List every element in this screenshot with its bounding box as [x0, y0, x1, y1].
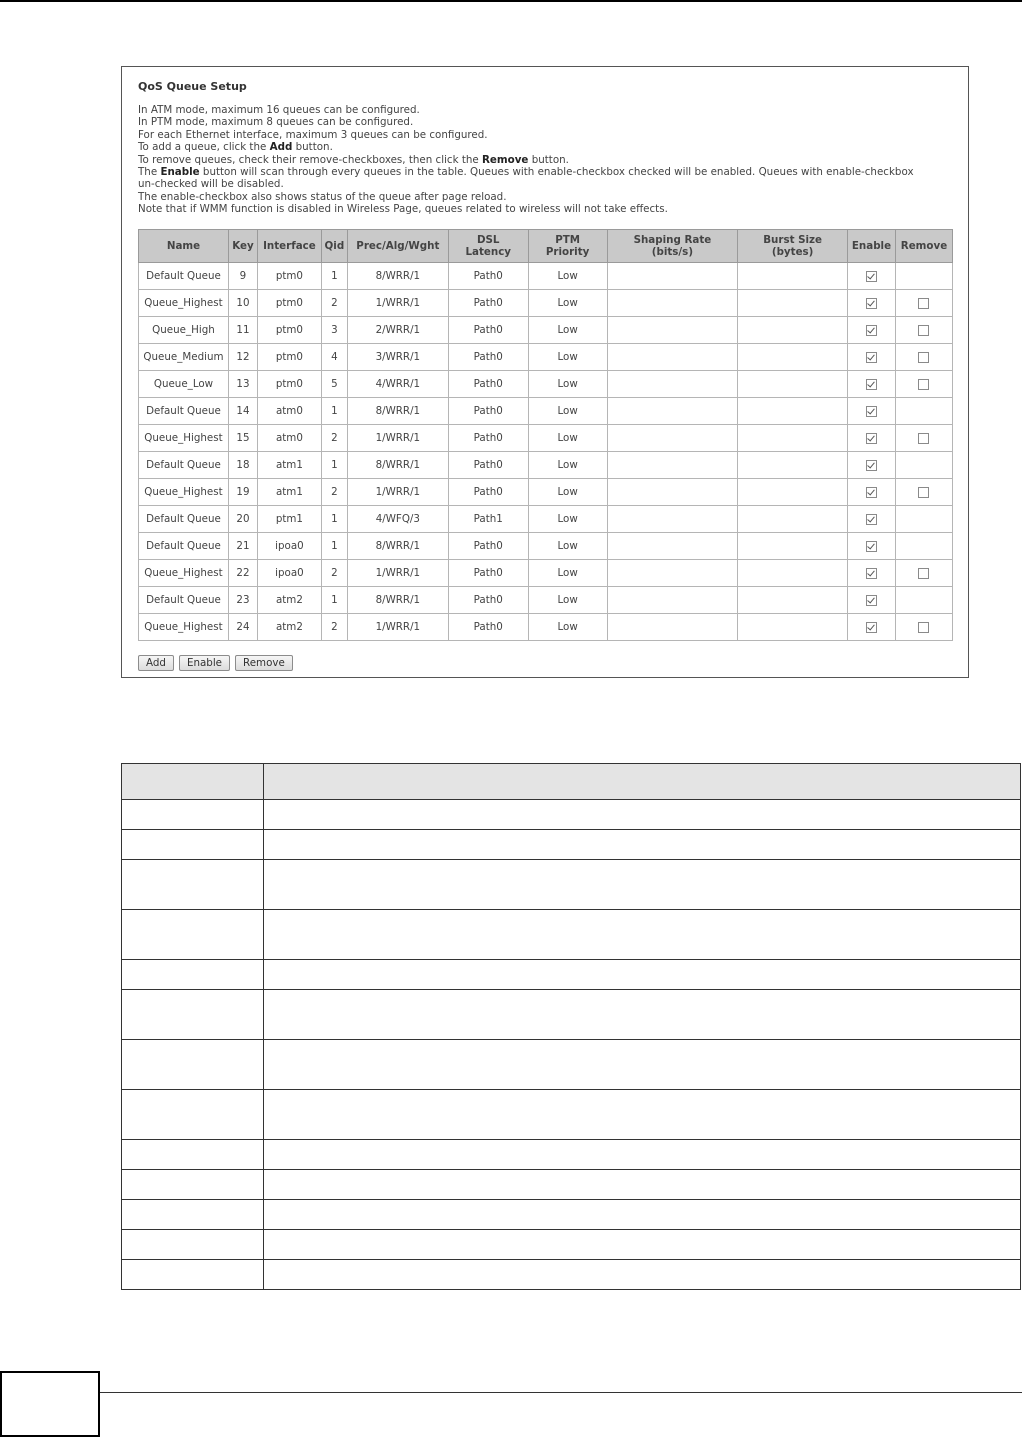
cell-shaping-rate: [607, 425, 738, 452]
table-row: [139, 614, 953, 641]
cell-prec-alg-wght: 8/WRR/1: [347, 533, 448, 560]
cell-shaping-rate: [607, 290, 738, 317]
table-row: [139, 290, 953, 317]
cell-ptm-priority: Low: [528, 425, 607, 452]
col-header-burst-size: [738, 230, 848, 263]
col-header-key: Key: [228, 230, 257, 263]
cell-dsl-latency: Path0: [448, 344, 528, 371]
description-cell: [264, 1090, 1021, 1140]
cell-name: Default Queue: [139, 263, 229, 290]
cell-shaping-rate: [607, 614, 738, 641]
enable-checkbox[interactable]: [866, 379, 877, 390]
cell-key: 19: [228, 479, 257, 506]
cell-dsl-latency: Path0: [448, 452, 528, 479]
enable-checkbox[interactable]: [866, 325, 877, 336]
description-cell: [264, 830, 1021, 860]
table-row: [139, 533, 953, 560]
table-row: [139, 560, 953, 587]
page-top-rule: [0, 0, 1022, 2]
description-cell: [264, 800, 1021, 830]
cell-burst-size: [738, 587, 848, 614]
col-header-dsl-latency: [448, 230, 528, 263]
cell-prec-alg-wght: 8/WRR/1: [347, 452, 448, 479]
add-button[interactable]: Add: [138, 655, 174, 671]
cell-dsl-latency: Path0: [448, 317, 528, 344]
table-row: [139, 317, 953, 344]
col-header-enable: Enable: [848, 230, 896, 263]
col-header-ptm-priority: [528, 230, 607, 263]
enable-checkbox[interactable]: [866, 622, 877, 633]
table-row: [139, 371, 953, 398]
header-line: Burst Size: [763, 234, 823, 246]
cell-burst-size: [738, 371, 848, 398]
enable-checkbox[interactable]: [866, 487, 877, 498]
cell-interface: ptm0: [257, 371, 321, 398]
queue-table: [138, 229, 953, 641]
cell-remove: [895, 506, 952, 533]
instruction-line: The enable-checkbox also shows status of the queue after page reload.: [138, 190, 507, 203]
cell-ptm-priority: Low: [528, 560, 607, 587]
cell-ptm-priority: Low: [528, 398, 607, 425]
description-row: [122, 990, 1021, 1040]
cell-ptm-priority: Low: [528, 290, 607, 317]
description-table-body: [122, 800, 1021, 1290]
cell-key: 12: [228, 344, 257, 371]
cell-remove: [895, 614, 952, 641]
cell-burst-size: [738, 533, 848, 560]
cell-dsl-latency: Path0: [448, 371, 528, 398]
description-row: [122, 1040, 1021, 1090]
cell-key: 9: [228, 263, 257, 290]
cell-dsl-latency: Path0: [448, 290, 528, 317]
cell-prec-alg-wght: 1/WRR/1: [347, 290, 448, 317]
cell-prec-alg-wght: 1/WRR/1: [347, 560, 448, 587]
cell-name: Queue_Low: [139, 371, 229, 398]
cell-remove: [895, 371, 952, 398]
cell-remove: [895, 452, 952, 479]
cell-qid: 1: [321, 398, 347, 425]
description-header-row: [122, 764, 1021, 800]
cell-name: Queue_Highest: [139, 290, 229, 317]
cell-key: 11: [228, 317, 257, 344]
description-row: [122, 910, 1021, 960]
cell-qid: 3: [321, 317, 347, 344]
description-row: [122, 1260, 1021, 1290]
cell-burst-size: [738, 506, 848, 533]
cell-remove: [895, 425, 952, 452]
header-line: Shaping Rate: [633, 234, 712, 246]
cell-key: 23: [228, 587, 257, 614]
cell-burst-size: [738, 479, 848, 506]
description-cell: [264, 1140, 1021, 1170]
enable-checkbox[interactable]: [866, 352, 877, 363]
cell-burst-size: [738, 452, 848, 479]
description-row: [122, 1230, 1021, 1260]
cell-interface: ipoa0: [257, 533, 321, 560]
description-cell: [122, 960, 264, 990]
description-row: [122, 1090, 1021, 1140]
cell-prec-alg-wght: 4/WRR/1: [347, 371, 448, 398]
cell-ptm-priority: Low: [528, 452, 607, 479]
col-header-qid: Qid: [321, 230, 347, 263]
description-row: [122, 800, 1021, 830]
cell-burst-size: [738, 560, 848, 587]
instruction-text: To remove queues, check their remove-checkboxes, then click the: [138, 153, 482, 166]
cell-enable: [848, 614, 896, 641]
cell-dsl-latency: Path0: [448, 425, 528, 452]
description-header-cell: [264, 764, 1021, 800]
enable-checkbox[interactable]: [866, 433, 877, 444]
remove-checkbox[interactable]: [918, 568, 929, 579]
description-cell: [122, 1090, 264, 1140]
cell-ptm-priority: Low: [528, 371, 607, 398]
cell-enable: [848, 317, 896, 344]
cell-interface: atm0: [257, 425, 321, 452]
cell-prec-alg-wght: 1/WRR/1: [347, 614, 448, 641]
table-header-row: [139, 230, 953, 263]
cell-ptm-priority: Low: [528, 263, 607, 290]
instruction-text: To add a queue, click the: [138, 141, 270, 154]
cell-name: Queue_Highest: [139, 425, 229, 452]
cell-remove: [895, 263, 952, 290]
enable-checkbox[interactable]: [866, 298, 877, 309]
cell-remove: [895, 587, 952, 614]
cell-interface: ptm0: [257, 263, 321, 290]
description-header-cell: [122, 764, 264, 800]
enable-checkbox[interactable]: [866, 568, 877, 579]
cell-prec-alg-wght: 3/WRR/1: [347, 344, 448, 371]
cell-qid: 5: [321, 371, 347, 398]
cell-key: 22: [228, 560, 257, 587]
description-cell: [122, 1200, 264, 1230]
cell-enable: [848, 587, 896, 614]
description-row: [122, 1140, 1021, 1170]
remove-checkbox[interactable]: [918, 352, 929, 363]
cell-dsl-latency: Path0: [448, 533, 528, 560]
instruction-text: The: [138, 166, 161, 179]
header-line: Priority: [545, 246, 590, 258]
cell-name: Queue_Highest: [139, 614, 229, 641]
description-row: [122, 1170, 1021, 1200]
remove-checkbox[interactable]: [918, 622, 929, 633]
cell-key: 24: [228, 614, 257, 641]
table-row: [139, 425, 953, 452]
qos-queue-setup-panel: [121, 66, 969, 678]
cell-key: 14: [228, 398, 257, 425]
cell-enable: [848, 425, 896, 452]
cell-shaping-rate: [607, 506, 738, 533]
description-cell: [122, 1170, 264, 1200]
remove-checkbox[interactable]: [918, 325, 929, 336]
cell-remove: [895, 344, 952, 371]
description-cell: [122, 910, 264, 960]
cell-enable: [848, 560, 896, 587]
instruction-text: button.: [528, 153, 569, 166]
cell-qid: 1: [321, 587, 347, 614]
cell-ptm-priority: Low: [528, 533, 607, 560]
cell-enable: [848, 479, 896, 506]
instruction-line: [138, 154, 928, 166]
action-buttons: [138, 655, 293, 671]
description-cell: [264, 1040, 1021, 1090]
cell-burst-size: [738, 398, 848, 425]
table-row: [139, 452, 953, 479]
cell-prec-alg-wght: 1/WRR/1: [347, 425, 448, 452]
cell-shaping-rate: [607, 533, 738, 560]
cell-key: 18: [228, 452, 257, 479]
cell-prec-alg-wght: 8/WRR/1: [347, 398, 448, 425]
instruction-text: button will scan through every queues in the table. Queues with enable-checkbox checked will be enabled. Queues with enable-checkbox un-checked will be disabled.: [138, 166, 914, 191]
enable-checkbox[interactable]: [866, 514, 877, 525]
cell-remove: [895, 479, 952, 506]
footer-rule: [100, 1392, 1022, 1393]
description-cell: [264, 860, 1021, 910]
cell-name: Queue_Highest: [139, 560, 229, 587]
cell-burst-size: [738, 425, 848, 452]
cell-name: Queue_High: [139, 317, 229, 344]
cell-dsl-latency: Path0: [448, 560, 528, 587]
cell-remove: [895, 560, 952, 587]
cell-enable: [848, 290, 896, 317]
description-cell: [122, 1230, 264, 1260]
instruction-line: Note that if WMM function is disabled in Wireless Page, queues related to wireless will not take effects.: [138, 203, 668, 216]
header-line: PTM: [555, 234, 581, 246]
description-cell: [264, 960, 1021, 990]
description-row: [122, 960, 1021, 990]
description-cell: [264, 1230, 1021, 1260]
cell-name: Default Queue: [139, 587, 229, 614]
cell-interface: ptm0: [257, 290, 321, 317]
description-row: [122, 1200, 1021, 1230]
instruction-line: [138, 141, 928, 153]
instruction-bold: Enable: [160, 166, 200, 179]
col-header-remove: Remove: [895, 230, 952, 263]
cell-name: Default Queue: [139, 398, 229, 425]
cell-remove: [895, 290, 952, 317]
cell-dsl-latency: Path0: [448, 398, 528, 425]
enable-checkbox[interactable]: [866, 541, 877, 552]
cell-dsl-latency: Path0: [448, 263, 528, 290]
cell-qid: 1: [321, 506, 347, 533]
cell-shaping-rate: [607, 398, 738, 425]
description-cell: [264, 990, 1021, 1040]
cell-ptm-priority: Low: [528, 479, 607, 506]
instruction-bold: Remove: [482, 153, 529, 166]
remove-button[interactable]: Remove: [235, 655, 293, 671]
header-line: Latency: [465, 246, 512, 258]
cell-burst-size: [738, 290, 848, 317]
instruction-line: [138, 166, 928, 191]
cell-key: 13: [228, 371, 257, 398]
cell-prec-alg-wght: 8/WRR/1: [347, 263, 448, 290]
description-cell: [122, 830, 264, 860]
cell-shaping-rate: [607, 452, 738, 479]
table-row: [139, 344, 953, 371]
description-cell: [264, 1170, 1021, 1200]
remove-checkbox[interactable]: [918, 298, 929, 309]
cell-burst-size: [738, 614, 848, 641]
remove-checkbox[interactable]: [918, 487, 929, 498]
panel-title: QoS Queue Setup: [138, 80, 247, 93]
cell-dsl-latency: Path0: [448, 587, 528, 614]
table-row: [139, 506, 953, 533]
table-row: [139, 587, 953, 614]
header-line: (bits/s): [651, 246, 694, 258]
cell-prec-alg-wght: 1/WRR/1: [347, 479, 448, 506]
cell-qid: 2: [321, 425, 347, 452]
cell-enable: [848, 371, 896, 398]
cell-shaping-rate: [607, 479, 738, 506]
cell-key: 20: [228, 506, 257, 533]
cell-interface: atm2: [257, 614, 321, 641]
enable-checkbox[interactable]: [866, 406, 877, 417]
col-header-interface: Interface: [257, 230, 321, 263]
remove-checkbox[interactable]: [918, 433, 929, 444]
cell-enable: [848, 452, 896, 479]
description-table: [121, 763, 1021, 1290]
description-cell: [122, 990, 264, 1040]
description-cell: [122, 1040, 264, 1090]
table-row: [139, 263, 953, 290]
cell-interface: ptm0: [257, 317, 321, 344]
instruction-line: In PTM mode, maximum 8 queues can be configured.: [138, 116, 414, 129]
cell-remove: [895, 317, 952, 344]
description-cell: [264, 1200, 1021, 1230]
cell-shaping-rate: [607, 587, 738, 614]
cell-key: 10: [228, 290, 257, 317]
cell-enable: [848, 398, 896, 425]
cell-prec-alg-wght: 2/WRR/1: [347, 317, 448, 344]
instruction-line: In ATM mode, maximum 16 queues can be configured.: [138, 104, 420, 116]
description-cell: [122, 800, 264, 830]
enable-button[interactable]: Enable: [179, 655, 230, 671]
instruction-bold: Add: [269, 141, 293, 154]
cell-ptm-priority: Low: [528, 614, 607, 641]
cell-dsl-latency: Path0: [448, 614, 528, 641]
cell-ptm-priority: Low: [528, 317, 607, 344]
col-header-prec: Prec/Alg/Wght: [347, 230, 448, 263]
cell-ptm-priority: Low: [528, 344, 607, 371]
cell-burst-size: [738, 344, 848, 371]
table-row: [139, 398, 953, 425]
col-header-shaping-rate: [607, 230, 738, 263]
cell-qid: 2: [321, 614, 347, 641]
cell-qid: 2: [321, 290, 347, 317]
cell-name: Default Queue: [139, 506, 229, 533]
col-header-name: Name: [139, 230, 229, 263]
cell-name: Default Queue: [139, 533, 229, 560]
enable-checkbox[interactable]: [866, 460, 877, 471]
cell-qid: 1: [321, 263, 347, 290]
instruction-text: button.: [292, 141, 333, 154]
cell-burst-size: [738, 263, 848, 290]
remove-checkbox[interactable]: [918, 379, 929, 390]
cell-shaping-rate: [607, 560, 738, 587]
cell-prec-alg-wght: 4/WFQ/3: [347, 506, 448, 533]
cell-prec-alg-wght: 8/WRR/1: [347, 587, 448, 614]
cell-name: Queue_Medium: [139, 344, 229, 371]
description-cell: [264, 910, 1021, 960]
instruction-line: For each Ethernet interface, maximum 3 queues can be configured.: [138, 128, 488, 141]
cell-interface: atm0: [257, 398, 321, 425]
cell-key: 15: [228, 425, 257, 452]
cell-qid: 1: [321, 452, 347, 479]
cell-remove: [895, 533, 952, 560]
cell-interface: atm1: [257, 479, 321, 506]
cell-ptm-priority: Low: [528, 506, 607, 533]
cell-interface: ptm0: [257, 344, 321, 371]
cell-shaping-rate: [607, 344, 738, 371]
cell-key: 21: [228, 533, 257, 560]
cell-remove: [895, 398, 952, 425]
cell-name: Queue_Highest: [139, 479, 229, 506]
cell-interface: ipoa0: [257, 560, 321, 587]
header-line: (bytes): [771, 246, 814, 258]
cell-qid: 2: [321, 560, 347, 587]
cell-name: Default Queue: [139, 452, 229, 479]
description-cell: [264, 1260, 1021, 1290]
enable-checkbox[interactable]: [866, 271, 877, 282]
cell-shaping-rate: [607, 263, 738, 290]
cell-ptm-priority: Low: [528, 587, 607, 614]
cell-burst-size: [738, 317, 848, 344]
cell-enable: [848, 533, 896, 560]
instructions: [138, 104, 928, 216]
cell-enable: [848, 506, 896, 533]
cell-shaping-rate: [607, 317, 738, 344]
header-line: DSL: [476, 234, 500, 246]
cell-dsl-latency: Path1: [448, 506, 528, 533]
table-row: [139, 479, 953, 506]
enable-checkbox[interactable]: [866, 595, 877, 606]
cell-qid: 2: [321, 479, 347, 506]
description-cell: [122, 1260, 264, 1290]
cell-interface: atm2: [257, 587, 321, 614]
cell-shaping-rate: [607, 371, 738, 398]
cell-qid: 4: [321, 344, 347, 371]
queue-table-body: [139, 263, 953, 641]
cell-dsl-latency: Path0: [448, 479, 528, 506]
description-row: [122, 830, 1021, 860]
page-number-box: [0, 1371, 100, 1437]
cell-enable: [848, 344, 896, 371]
description-cell: [122, 860, 264, 910]
cell-qid: 1: [321, 533, 347, 560]
description-row: [122, 860, 1021, 910]
cell-enable: [848, 263, 896, 290]
cell-interface: atm1: [257, 452, 321, 479]
description-cell: [122, 1140, 264, 1170]
cell-interface: ptm1: [257, 506, 321, 533]
